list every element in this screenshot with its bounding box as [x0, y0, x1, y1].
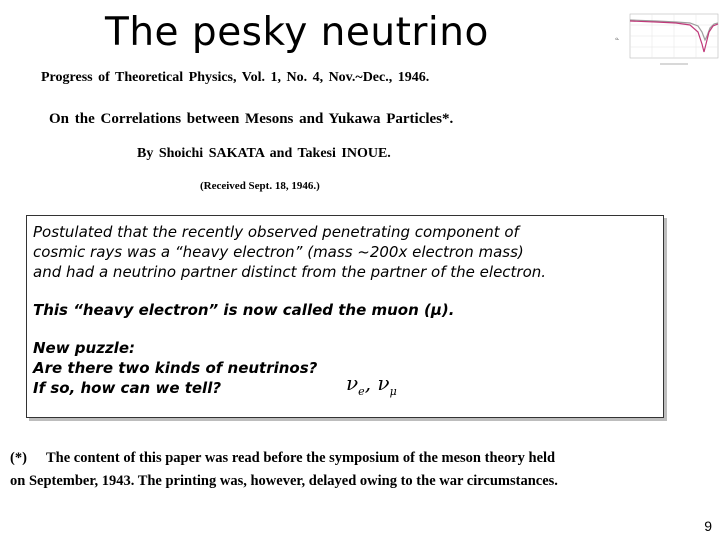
paper-footnote: [10, 447, 558, 493]
paper-title: On the Correlations between Mesons and Yukawa Particles*.: [49, 111, 454, 127]
page-number: 9: [704, 518, 712, 534]
nu-mu-symbol: $\nu_\mu$: [377, 371, 397, 398]
summary-line-2: cosmic rays was a “heavy electron” (mass ~200x electron mass): [33, 243, 524, 261]
question-how-to-tell: If so, how can we tell?: [33, 379, 222, 397]
footnote-line-2: on September, 1943. The printing was, however, delayed owing to the war circumstances.: [10, 473, 558, 489]
thumbnail-plot: [616, 10, 720, 68]
question-two-kinds: Are there two kinds of neutrinos?: [33, 359, 318, 377]
summary-line-3: and had a neutrino partner distinct from the partner of the electron.: [33, 263, 547, 281]
footnote-marker: (*): [10, 450, 27, 466]
thumbnail-axis-label: P: [615, 37, 620, 40]
paper-authors: By Shoichi SAKATA and Takesi INOUE.: [137, 146, 391, 161]
slide-title: The pesky neutrino: [105, 10, 489, 55]
puzzle-heading: New puzzle:: [33, 339, 135, 357]
received-date: (Received Sept. 18, 1946.): [200, 180, 320, 192]
footnote-line-1: The content of this paper was read before the symposium of the meson theory held: [46, 450, 556, 466]
neutrino-flavor-symbols: $\nu_e$, $\nu_\mu$: [346, 371, 397, 398]
summary-line-1: Postulated that the recently observed penetrating component of: [33, 223, 519, 241]
summary-textbox: [26, 215, 664, 418]
muon-statement: This “heavy electron” is now called the muon (μ).: [33, 301, 455, 319]
journal-citation: Progress of Theoretical Physics, Vol. 1, No. 4, Nov.~Dec., 1946.: [41, 70, 430, 85]
nu-e-symbol: $\nu_e$: [346, 371, 365, 398]
